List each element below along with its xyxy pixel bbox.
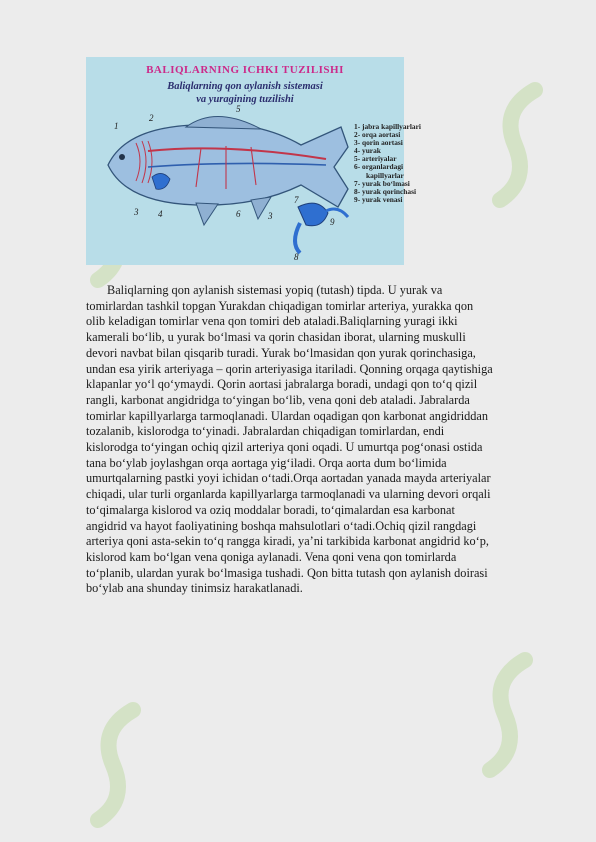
text-line: angidrid va hayot faoliyatining boshqa mahsulotlari o‘tadi.Ochiq qizil rangdagi [86, 518, 477, 533]
heart-enlarged [295, 203, 348, 253]
watermark-logo [480, 70, 560, 220]
text-line: olib keladigan tomirlar vena qon tomiri deb ataladi.Baliqlarning yuragi ikki [86, 314, 458, 329]
text-line: kislorodga to‘yingan ochiq qizil arteriya qoni oqadi. U umurtqa pog‘onasi ostida [86, 440, 483, 455]
legend-item: 8- yurak qorinchasi [354, 186, 417, 196]
label-number: 5 [236, 104, 241, 114]
label-number: 7 [294, 195, 299, 205]
text-line: klapanlar yo‘l qo‘ymaydi. Qorin aortasi jabralarga boradi, undagi qon to‘q qizil [86, 377, 478, 392]
pelvic-fin [196, 203, 218, 225]
figure-subtitle: va yuragining tuzilishi [196, 94, 294, 105]
text-line: tomirlardan tashkil topgan Yurakdan chiqadigan tomirlar arteriya, yurakka qon [86, 298, 474, 313]
text-line: Baliqlarning qon aylanish sistemasi yopiq (tutash) tipda. U yurak va [107, 283, 443, 297]
label-number: 8 [294, 252, 299, 262]
legend-item: kapillyarlar [366, 170, 404, 180]
legend-item: 4- yurak [354, 146, 381, 156]
watermark-logo [470, 640, 550, 790]
figure-title: BALIQLARNING ICHKI TUZILISHI [146, 64, 344, 76]
figure-subtitle: Baliqlarning qon aylanish sistemasi [167, 81, 323, 92]
text-line: umurtqalarning pastki yoyi ichidan o‘tadi.Orqa aortadan yanada mayda arteriyalar [86, 471, 491, 486]
text-line: kamerali bo‘lib, u yurak bo‘lmasi va qorin chasidan iborat, ularning muskulli [86, 330, 466, 345]
watermark-logo [78, 690, 158, 840]
text-line: bo‘ylab ana shunday tinimsiz harakatlanadi. [86, 581, 303, 596]
dorsal-fin [186, 116, 261, 129]
text-line: tomirlar kapillyarlarga tarmoqlanadi. Ulardan oqadigan qon karbonat angidriddan [86, 408, 489, 423]
text-line: tozalanib, kislorodga to‘yinadi. Jabralardan chiqadigan tomirlardan, endi [86, 424, 445, 439]
label-number: 2 [149, 113, 154, 123]
text-line: to‘qimalarga kislorod va oziq moddalar boradi, to‘qimalardan esa karbonat [86, 502, 455, 517]
legend-item: 7- yurak bo‘lmasi [354, 178, 410, 188]
label-number: 6 [236, 209, 241, 219]
legend-item: 2- orqa aortasi [354, 130, 401, 140]
text-line: undan esa yirik arteriyaga – qorin arteriyasiga itariladi. Qonning orqaga qaytishiga [86, 361, 493, 376]
text-line: tana bo‘ylab joylashgan orqa aortaga yig‘iladi. Orqa aorta dum bo‘limida [86, 455, 447, 470]
label-number: 1 [114, 121, 119, 131]
text-line: chiqadi, ular turli organlarda kapillyarlarga tarmoqlanadi va ularning devori orqali [86, 487, 491, 502]
text-line: rangli, karbonat angidridga to‘yingan bo‘lib, vena qoni deb ataladi. Jabralarda [86, 392, 470, 407]
fish-body [108, 124, 348, 207]
legend-item: 9- yurak venasi [354, 194, 403, 204]
text-line: devori navbat bilan qisqarib turadi. Yurak bo‘lmasidan qon yurak qorinchasiga, [86, 345, 476, 360]
legend-item: 6- organlardagi [354, 162, 404, 172]
fish-eye [119, 154, 125, 160]
legend-item: 5- arteriyalar [354, 154, 397, 164]
label-number: 3 [134, 207, 139, 217]
label-number: 4 [158, 209, 163, 219]
text-line: kislorod kam bo‘lgan vena qoniga aylanadi. Vena qoni vena qon tomirlarda [86, 549, 457, 564]
text-line: to‘planib, ulardan yurak bo‘lmasiga tushadi. Qon bitta tutash qon aylanish doirasi [86, 565, 488, 580]
fish-circulation-figure [86, 57, 421, 265]
legend-item: 1- jabra kapillyarlari [354, 122, 421, 131]
figure-legend [354, 123, 421, 204]
body-paragraph [86, 283, 526, 597]
legend-item: 3- qorin aortasi [354, 138, 403, 148]
text-line: arteriya qoni asta-sekin to‘q rangga kiradi, ya’ni tarkibida karbonat angidrid ko‘p, [86, 534, 489, 549]
label-number: 9 [330, 217, 335, 227]
label-number: 3 [268, 211, 273, 221]
